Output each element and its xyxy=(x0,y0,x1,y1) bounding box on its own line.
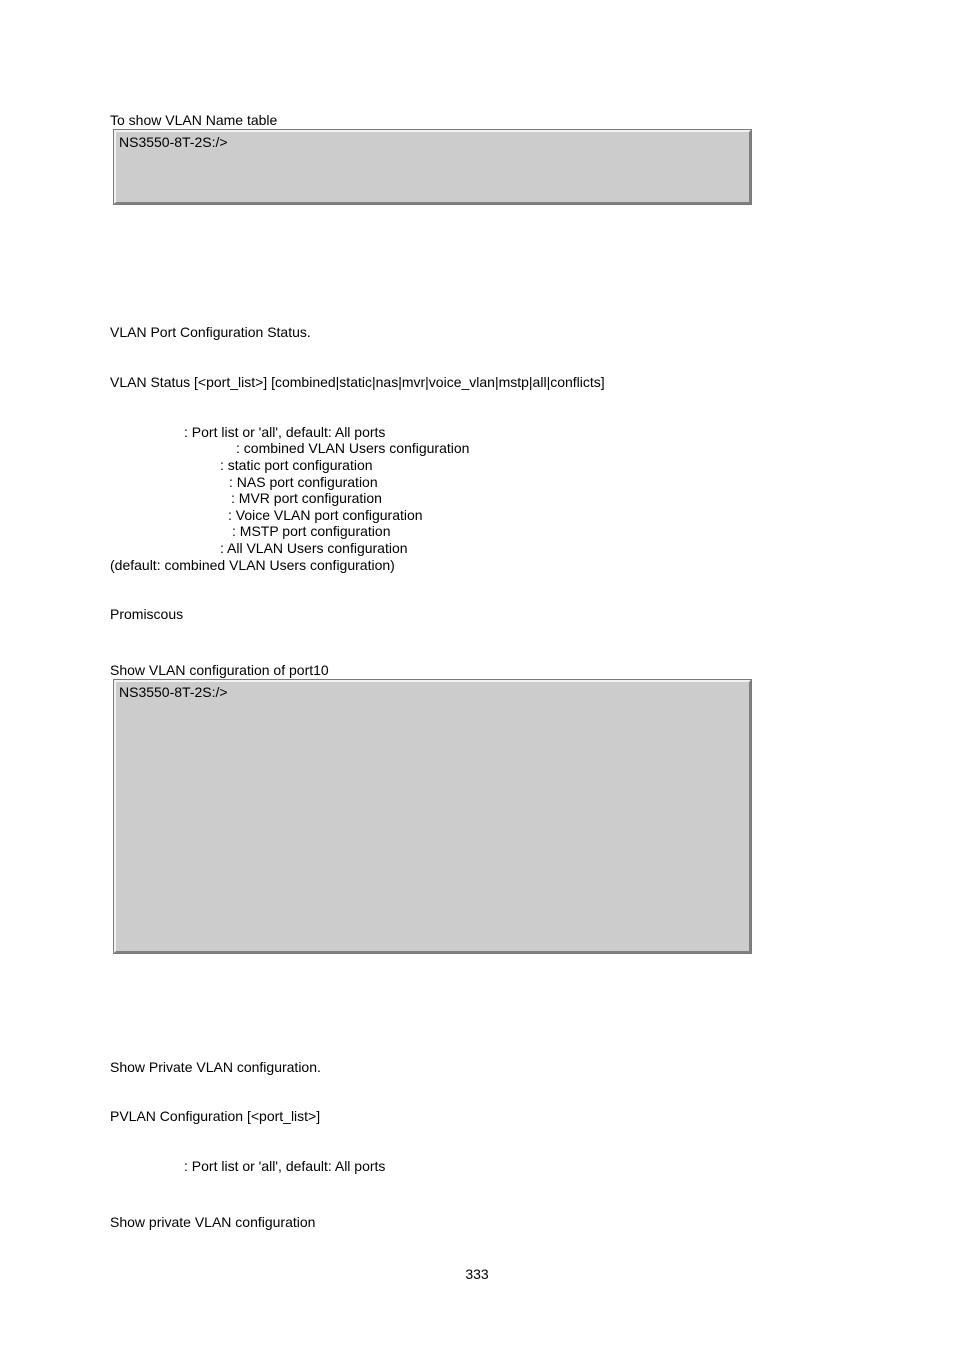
pvlan-param-port-list: : Port list or 'all', default: All ports xyxy=(184,1158,386,1174)
pvlan-syntax: PVLAN Configuration [<port_list>] xyxy=(110,1108,321,1124)
default-note: (default: combined VLAN Users configuration) xyxy=(110,557,395,573)
mode-label: Promiscous xyxy=(110,606,184,622)
console-prompt: NS3550-8T-2S:/> xyxy=(119,134,228,150)
vlan-status-syntax: VLAN Status [<port_list>] [combined|static|nas|mvr|voice_vlan|mstp|all|conflicts] xyxy=(110,374,605,390)
console-prompt: NS3550-8T-2S:/> xyxy=(119,684,228,700)
param-mvr: : MVR port configuration xyxy=(231,490,382,506)
param-static: : static port configuration xyxy=(220,457,373,473)
vlan-status-example-caption: Show VLAN configuration of port10 xyxy=(110,662,329,678)
pvlan-description: Show Private VLAN configuration. xyxy=(110,1059,321,1075)
console-box-vlan-status xyxy=(114,680,751,953)
page-number: 333 xyxy=(465,1266,489,1282)
vlan-status-description: VLAN Port Configuration Status. xyxy=(110,324,311,340)
vlan-name-table-caption: To show VLAN Name table xyxy=(110,112,278,128)
param-combined: : combined VLAN Users configuration xyxy=(236,440,470,456)
pvlan-example-caption: Show private VLAN configuration xyxy=(110,1214,316,1230)
param-voice-vlan: : Voice VLAN port configuration xyxy=(228,507,423,523)
console-box-vlan-name xyxy=(114,130,751,204)
param-port-list: : Port list or 'all', default: All ports xyxy=(184,424,386,440)
param-mstp: : MSTP port configuration xyxy=(232,523,391,539)
param-all: : All VLAN Users configuration xyxy=(220,540,408,556)
param-nas: : NAS port configuration xyxy=(229,474,378,490)
